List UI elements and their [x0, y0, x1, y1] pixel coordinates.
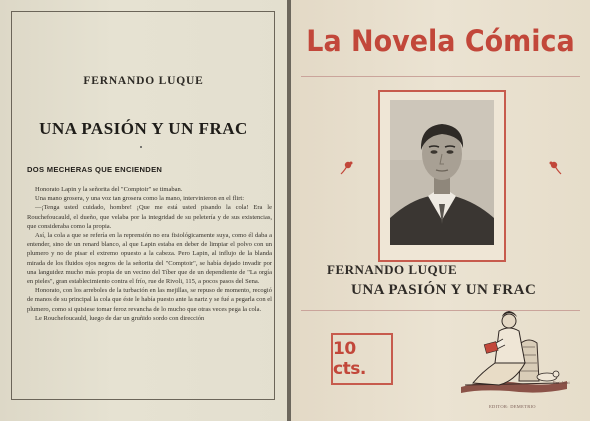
story-title: UNA PASIÓN Y UN FRAC — [39, 119, 248, 138]
publisher-line: EDITOR: DEMETRIO — [489, 404, 536, 409]
magazine-title: La Novela Cómica — [306, 24, 575, 58]
paragraph: Le Rouchefoucauld, luego de dar un gruñido sordo con dirección — [35, 314, 205, 322]
author-name: FERNANDO LUQUE — [83, 75, 204, 87]
price-label: 10 cts. — [333, 339, 366, 379]
flower-ornament-icon — [547, 160, 563, 176]
author-portrait — [390, 100, 494, 245]
paragraph: Así, la cola a que se refería en la reprensión no era fisiológicamente suya, como él daba a entender, sino de un renard blanco, al que Lapin estaba en deber de limpiar el polvo con un plumero y no de pisar el extremo opuesto a la cabeza. Pero Lapin, al influjo de la blanda mirada de los fluidos ojos negros de la señorita del "Comptoir", se había dejado invadir por una languidez mucho más propia de un vecino del Tíber que de un dependiente de "La orgía en pieles", gran establecimiento contra el frío, rue de Rivoli, 115, a pocos pasos del Sena. — [27, 232, 272, 286]
portrait-illustration — [390, 100, 494, 245]
cover-story-title: UNA PASIÓN Y UN FRAC — [351, 282, 537, 298]
left-page — [0, 0, 287, 421]
section-heading: DOS MECHERAS QUE ENCIENDEN — [27, 165, 163, 174]
flower-ornament-icon — [339, 160, 355, 176]
top-rule — [301, 76, 580, 77]
paragraph: —¡Tenga usted cuidado, hombre! ¡Que me está usted pisando la cola! Era le Rouchefoucauld, el dueño, que velaba por la integridad de su peletería y de sus existencias, que consideraba como la propia. — [27, 204, 272, 230]
paragraph: Honorato, con los arreboles de la turbación en las mejillas, se repuso de momento, recogió de manos de su principal la cola que éste le había puesto ante la nariz y se fué a pegarla con el plumero, como si quisiese tomar feroz revancha de lo mucho que otras veces pega la cola. — [27, 287, 272, 313]
title-ornament-dot — [140, 146, 142, 148]
paragraph: Honorato Lapin y la señorita del "Comptoir" se timaban. — [35, 186, 183, 193]
story-body — [27, 185, 272, 323]
price-box — [331, 333, 393, 385]
cover-author-name: FERNANDO LUQUE — [327, 262, 458, 277]
cover-page — [291, 0, 590, 421]
artist-signature: Bartolozzi — [553, 380, 570, 385]
paragraph: Una mano grosera, y una voz tan grosera como la mano, intervinieron en el flirt: — [35, 195, 245, 203]
